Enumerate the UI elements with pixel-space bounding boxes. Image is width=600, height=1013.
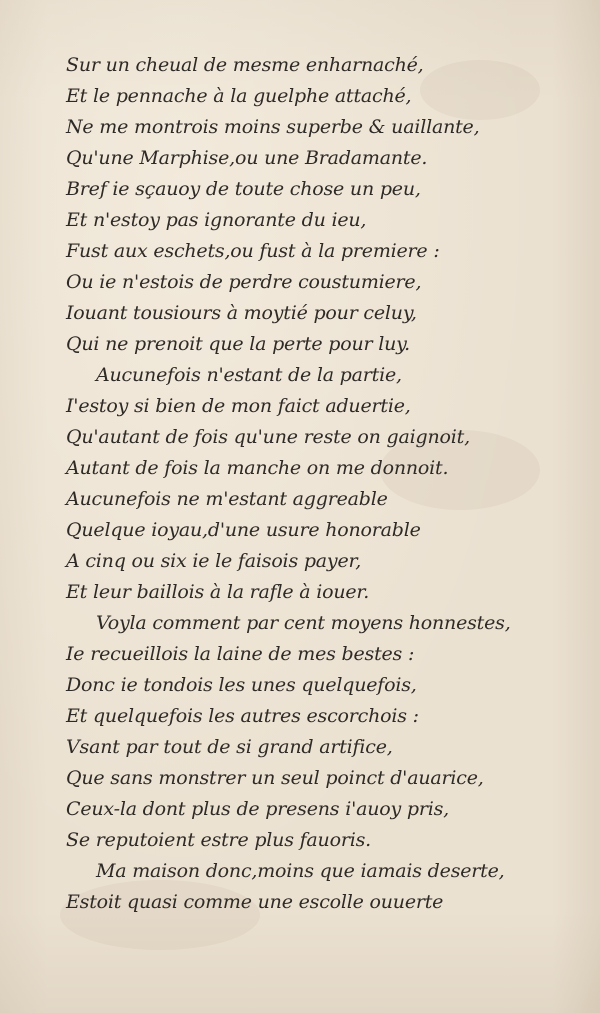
poem-line: Voyla comment par cent moyens honnestes,	[96, 612, 511, 634]
poem-line: Et quelquefois les autres escorchois :	[66, 705, 419, 727]
poem-line: Et n'estoy pas ignorante du ieu,	[66, 209, 367, 231]
paper-stain	[420, 60, 540, 120]
poem-line: Et leur baillois à la rafle à iouer.	[66, 581, 370, 603]
poem-line: Sur un cheual de mesme enharnaché,	[66, 54, 424, 76]
poem-line: Qui ne prenoit que la perte pour luy.	[66, 333, 411, 355]
poem-line: Fust aux eschets,ou fust à la premiere :	[66, 240, 440, 262]
poem-line: Ma maison donc,moins que iamais deserte,	[96, 860, 505, 882]
poem-line: Donc ie tondois les unes quelquefois,	[66, 674, 417, 696]
poem-line: Aucunefois ne m'estant aggreable	[66, 488, 388, 510]
poem-line: Bref ie sçauoy de toute chose un peu,	[66, 178, 421, 200]
poem-line: Se reputoient estre plus fauoris.	[66, 829, 371, 851]
poem-line: Ou ie n'estois de perdre coustumiere,	[66, 271, 422, 293]
poem-line: I'estoy si bien de mon faict aduertie,	[66, 395, 411, 417]
poem-line: Qu'autant de fois qu'une reste on gaignoit,	[66, 426, 470, 448]
poem-line: Ie recueillois la laine de mes bestes :	[66, 643, 415, 665]
poem-line: Aucunefois n'estant de la partie,	[96, 364, 402, 386]
poem-line: Autant de fois la manche on me donnoit.	[66, 457, 449, 479]
poem-line: Que sans monstrer un seul poinct d'auarice,	[66, 767, 484, 789]
poem-line: Estoit quasi comme une escolle ouuerte	[66, 891, 444, 913]
poem-line: Et le pennache à la guelphe attaché,	[66, 85, 412, 107]
poem-line: Qu'une Marphise,ou une Bradamante.	[66, 147, 428, 169]
poem-line: Quelque ioyau,d'une usure honorable	[66, 519, 421, 541]
poem-line: Iouant tousiours à moytié pour celuy,	[66, 302, 417, 324]
poem-line: A cinq ou six ie le faisois payer,	[66, 550, 362, 572]
poem-line: Ceux-la dont plus de presens i'auoy pris,	[66, 798, 449, 820]
poem-line: Vsant par tout de si grand artifice,	[66, 736, 393, 758]
poem-line: Ne me montrois moins superbe & uaillante,	[66, 116, 480, 138]
